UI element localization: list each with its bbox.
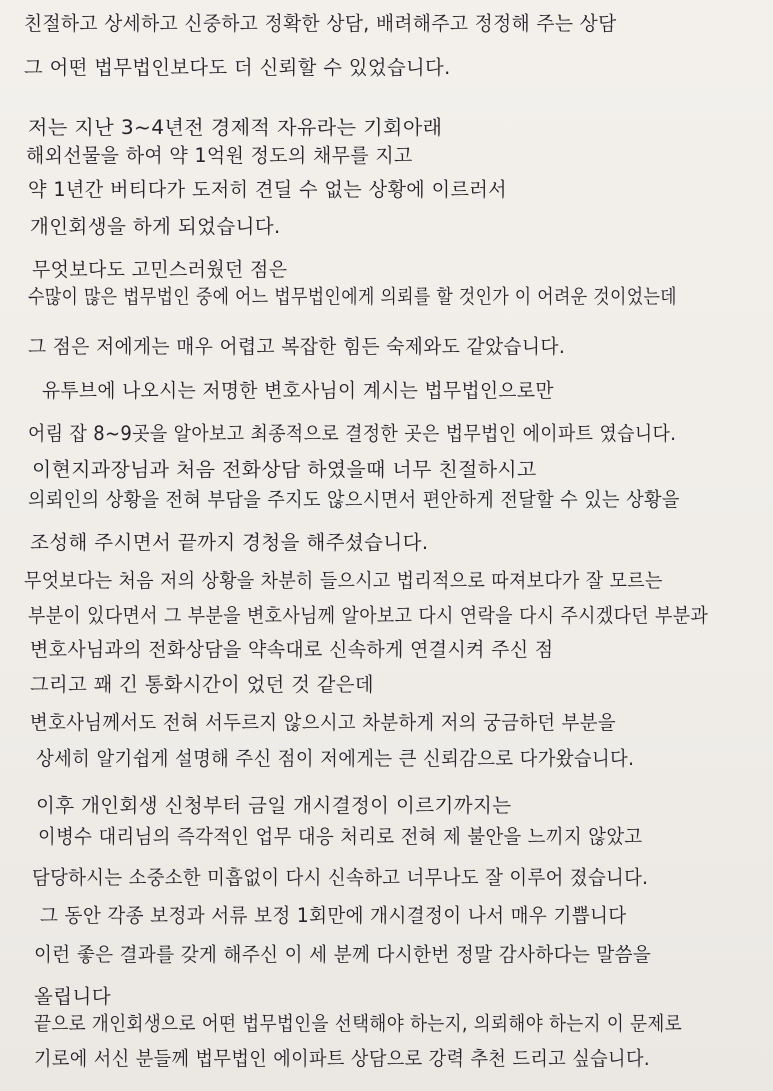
letter-line: 그 어떤 법무법인보다도 더 신뢰할 수 있었습니다. [24,56,451,79]
letter-line: 이현지과장님과 처음 전화상담 하였을때 너무 친절하시고 [32,458,537,481]
letter-line: 이런 좋은 결과를 갖게 해주신 이 세 분께 다시한번 정말 감사하다는 말씀을 [34,943,652,966]
letter-line: 무엇보다도 고민스러웠던 점은 [32,258,288,281]
letter-line: 기로에 서신 분들께 법무법인 에이파트 상담으로 강력 추천 드리고 싶습니다. [34,1047,650,1070]
letter-line: 의뢰인의 상황을 전혀 부담을 주지도 않으시면서 편안하게 전달할 수 있는 상황을 [28,488,680,511]
letter-line: 변호사님께서도 전혀 서두르지 않으시고 차분하게 저의 궁금하던 부분을 [30,711,616,734]
letter-line: 이후 개인회생 신청부터 금일 개시결정이 이르기까지는 [36,794,512,817]
letter-line: 그 점은 저에게는 매우 어렵고 복잡한 힘든 숙제와도 같았습니다. [28,335,566,358]
letter-line: 상세히 알기쉽게 설명해 주신 점이 저에게는 큰 신뢰감으로 다가왔습니다. [36,747,635,770]
letter-line: 그리고 꽤 긴 통화시간이 었던 것 같은데 [30,673,374,696]
letter-line: 친절하고 상세하고 신중하고 정확한 상담, 배려해주고 정정해 주는 상담 [24,12,617,35]
letter-line: 담당하시는 소중소한 미흡없이 다시 신속하고 너무나도 잘 이루어 졌습니다. [32,866,649,889]
letter-line: 이병수 대리님의 즉각적인 업무 대응 처리로 전혀 제 불안을 느끼지 않았고 [38,825,643,848]
letter-line: 유투브에 나오시는 저명한 변호사님이 계시는 법무법인으로만 [42,379,554,402]
letter-line: 조성해 주시면서 끝까지 경청을 해주셨습니다. [30,531,429,554]
letter-line: 그 동안 각종 보정과 서류 보정 1회만에 개시결정이 나서 매우 기쁩니다 [40,904,627,927]
letter-line: 올립니다 [34,985,111,1008]
letter-line: 부분이 있다면서 그 부분을 변호사님께 알아보고 다시 연락을 다시 주시겠다던 부분과 [28,604,709,627]
letter-line: 무엇보다는 처음 저의 상황을 차분히 들으시고 법리적으로 따져보다가 잘 모르는 [24,569,663,592]
letter-line: 개인회생을 하게 되었습니다. [30,215,281,238]
letter-line: 해외선물을 하여 약 1억원 정도의 채무를 지고 [26,144,413,167]
letter-line: 어림 잡 8~9곳을 알아보고 최종적으로 결정한 곳은 법무법인 에이파트 였습니다. [28,422,677,445]
letter-line: 끝으로 개인회생으로 어떤 법무법인을 선택해야 하는지, 의뢰해야 하는지 이 문제로 [34,1012,683,1035]
letter-line: 변호사님과의 전화상담을 약속대로 신속하게 연결시켜 주신 점 [30,638,554,661]
letter-line: 약 1년간 버티다가 도저히 견딜 수 없는 상황에 이르러서 [28,178,508,201]
letter-line: 저는 지난 3~4년전 경제적 자유라는 기회아래 [28,116,443,139]
letter-line: 수많이 많은 법무법인 중에 어느 법무법인에게 의뢰를 할 것인가 이 어려운 것이었는데 [28,285,677,308]
